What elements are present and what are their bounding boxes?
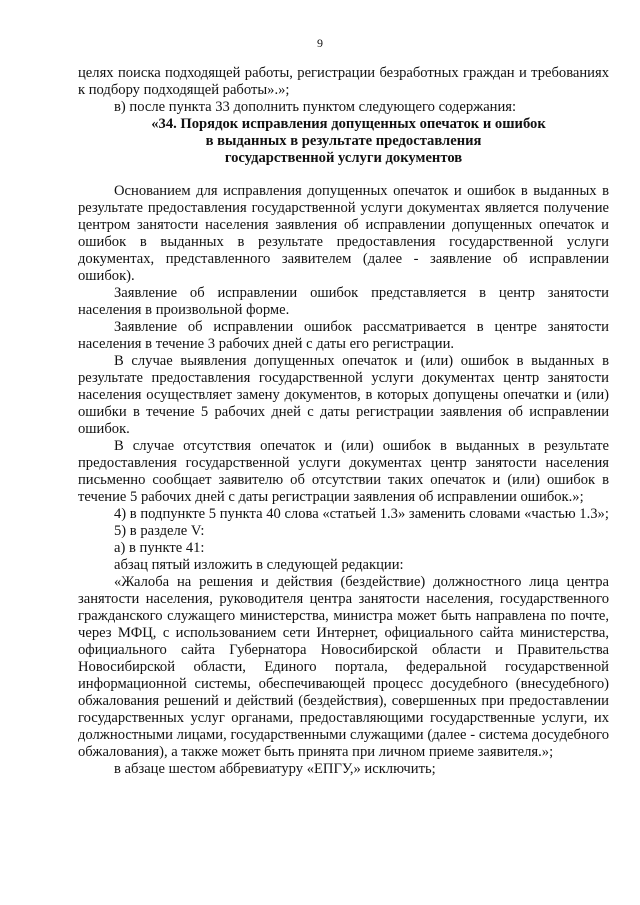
document-body	[78, 65, 609, 778]
basis-paragraph: Основанием для исправления допущенных опечаток и ошибок в выданных в результате предоставления государственной услуги документах является получение центром занятости населения заявления об исправлении допущенных опечаток и ошибок в выданных в результате предоставления государственной услуги документах, представленного заявителем (далее - заявление об исправлении ошибок).	[78, 183, 609, 284]
amendment-item-v: в) после пункта 33 дополнить пунктом следующего содержания:	[114, 99, 517, 115]
absence-paragraph: В случае отсутствия опечаток и (или) ошибок в выданных в результате предоставления государственной услуги документах центр занятости населения письменно сообщает заявителю об отсутствии таких опечаток и (или) ошибок в течение 5 рабочих дней с даты регистрации заявления об исправлении ошибок.»;	[78, 438, 609, 505]
continuation-text: целях поиска подходящей работы, регистрации безработных граждан и требованиях к подбору подходящей работы».»;	[78, 65, 609, 98]
review-period-paragraph: Заявление об исправлении ошибок рассматривается в центре занятости населения в течение 3 рабочих дней с даты его регистрации.	[78, 319, 609, 352]
section-heading-line-3: государственной услуги документов	[224, 150, 463, 166]
section-heading	[78, 116, 609, 167]
amendment-sixth-paragraph: в абзаце шестом аббревиатуру «ЕПГУ,» исключить;	[114, 761, 436, 777]
amendment-item-a: а) в пункте 41:	[114, 540, 205, 556]
heading-spacer	[78, 167, 609, 183]
complaint-paragraph: «Жалоба на решения и действия (бездействие) должностного лица центра занятости населения, руководителя центра занятости населения, государственного гражданского служащего министерства, министра может быть направлена по почте, через МФЦ, с использованием сети Интернет, официального сайта министерства, официального сайта Губернатора Новосибирской области и Правительства Новосибирской области, Единого портала, федеральной государственной информационной системы, обеспечивающей процесс досудебного (внесудебного) обжалования решений и действий (бездействия), совершенных при предоставлении государственных услуг органами, предоставляющими государственные услуги, их должностными лицами, государственными служащими (далее - система досудебного обжалования), а также может быть принята при личном приеме заявителя.»;	[78, 574, 609, 760]
page-number: 9	[317, 36, 323, 50]
amendment-fifth-paragraph: абзац пятый изложить в следующей редакции:	[114, 557, 404, 573]
section-heading-line-2: в выданных в результате предоставления	[205, 133, 482, 149]
amendment-item-5: 5) в разделе V:	[114, 523, 205, 539]
free-form-paragraph: Заявление об исправлении ошибок представляется в центр занятости населения в произвольной форме.	[78, 285, 609, 318]
replacement-paragraph: В случае выявления допущенных опечаток и (или) ошибок в выданных в результате предоставления государственной услуги документах центр занятости населения осуществляет замену документов, в которых допущены опечатки и (или) ошибки в течение 5 рабочих дней с даты регистрации заявления об исправлении ошибок.	[78, 353, 609, 437]
amendment-item-4: 4) в подпункте 5 пункта 40 слова «статьей 1.3» заменить словами «частью 1.3»;	[114, 506, 609, 522]
section-heading-line-1: «34. Порядок исправления допущенных опечаток и ошибок	[151, 116, 546, 132]
